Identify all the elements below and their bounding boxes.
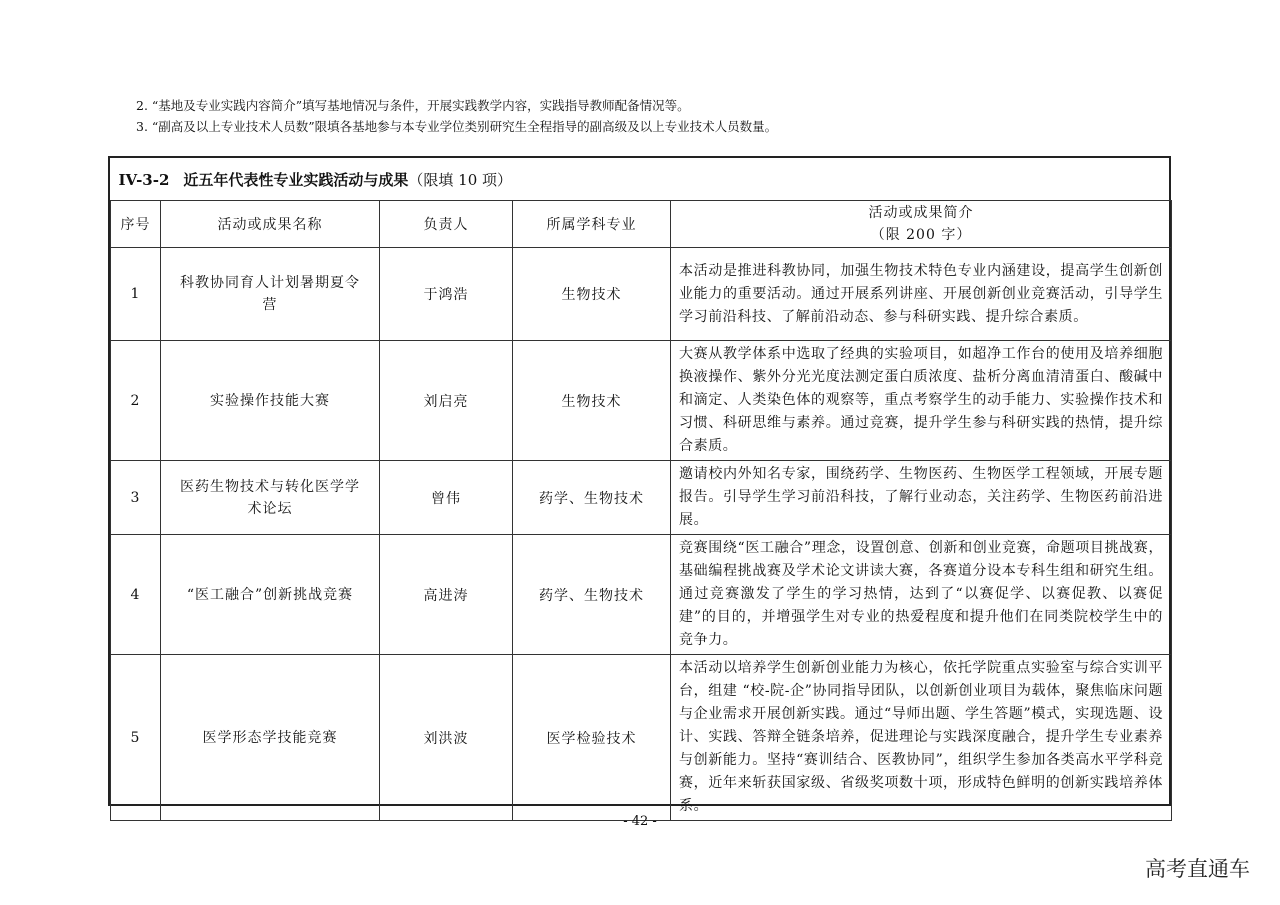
row-name: 科教协同育人计划暑期夏令营 xyxy=(161,248,380,341)
table-row xyxy=(111,535,1172,655)
table-row xyxy=(111,341,1172,461)
row-discipline: 药学、生物技术 xyxy=(513,535,671,655)
note-line-2: 2. “基地及专业实践内容简介”填写基地情况与条件，开展实践教学内容，实践指导教师配备情况等。 xyxy=(136,98,690,113)
header-description xyxy=(671,201,1172,248)
row-leader: 刘洪波 xyxy=(380,655,513,821)
row-seq: 1 xyxy=(111,248,161,341)
row-discipline: 生物技术 xyxy=(513,248,671,341)
section-code: IV-3-2 xyxy=(118,170,170,189)
row-discipline: 药学、生物技术 xyxy=(513,461,671,535)
row-leader: 于鸿浩 xyxy=(380,248,513,341)
row-name: 医药生物技术与转化医学学术论坛 xyxy=(161,461,380,535)
table-row xyxy=(111,655,1172,821)
table-row xyxy=(111,461,1172,535)
header-description-limit: （限 200 字） xyxy=(870,227,972,243)
header-discipline: 所属学科专业 xyxy=(513,201,671,248)
header-seq: 序号 xyxy=(111,201,161,248)
row-description: 邀请校内外知名专家，围绕药学、生物医药、生物医学工程领域，开展专题报告。引导学生学习前沿科技，了解行业动态，关注药学、生物医药前沿进展。 xyxy=(671,461,1172,535)
activity-table xyxy=(110,158,1172,821)
row-description: 本活动以培养学生创新创业能力为核心，依托学院重点实验室与综合实训平台，组建 “校-院-企”协同指导团队，以创新创业项目为载体，聚焦临床问题与企业需求开展创新实践。通过“导师出题、学生答题”模式，实现选题、设计、实践、答辩全链条培养，促进理论与实践深度融合，提升学生专业素养与创新能力。坚持“赛训结合、医教协同”，组织学生参加各类高水平学科竞赛，近年来斩获国家级、省级奖项数十项，形成特色鲜明的创新实践培养体系。 xyxy=(671,655,1172,821)
row-description: 竞赛围绕“医工融合”理念，设置创意、创新和创业竞赛，命题项目挑战赛，基础编程挑战赛及学术论文讲读大赛，各赛道分设本专科生组和研究生组。通过竞赛激发了学生的学习热情，达到了“以赛促学、以赛促教、以赛促建”的目的，并增强学生对专业的热爱程度和提升他们在同类院校学生中的竞争力。 xyxy=(671,535,1172,655)
activity-table-frame xyxy=(108,156,1171,814)
row-discipline: 生物技术 xyxy=(513,341,671,461)
row-description: 本活动是推进科教协同，加强生物技术特色专业内涵建设，提高学生创新创业能力的重要活动。通过开展系列讲座、开展创新创业竞赛活动，引导学生学习前沿科技、了解前沿动态、参与科研实践、提升综合素质。 xyxy=(671,248,1172,341)
header-name: 活动或成果名称 xyxy=(161,201,380,248)
header-leader: 负责人 xyxy=(380,201,513,248)
row-seq: 3 xyxy=(111,461,161,535)
table-row xyxy=(111,248,1172,341)
row-name: 医学形态学技能竞赛 xyxy=(161,655,380,821)
section-title: 近五年代表性专业实践活动与成果 xyxy=(183,170,409,189)
row-seq: 2 xyxy=(111,341,161,461)
note-line-3: 3. “副高及以上专业技术人员数”限填各基地参与本专业学位类别研究生全程指导的副高级及以上专业技术人员数量。 xyxy=(136,119,778,134)
row-leader: 曾伟 xyxy=(380,461,513,535)
row-name: 实验操作技能大赛 xyxy=(161,341,380,461)
row-seq: 4 xyxy=(111,535,161,655)
section-title-row xyxy=(111,158,1172,201)
row-description: 大赛从教学体系中选取了经典的实验项目，如超净工作台的使用及培养细胞换液操作、紫外分光光度法测定蛋白质浓度、盐析分离血清清蛋白、酸碱中和滴定、人类染色体的观察等，重点考察学生的动手能力、实验操作技术和习惯、科研思维与素养。通过竞赛，提升学生参与科研实践的热情，提升综合素质。 xyxy=(671,341,1172,461)
header-row xyxy=(111,201,1172,248)
watermark-text: 高考直通车 xyxy=(1145,857,1250,881)
header-description-title: 活动或成果简介 xyxy=(868,205,974,221)
page-number: - 42 - xyxy=(623,814,657,829)
row-leader: 高进涛 xyxy=(380,535,513,655)
row-name: “医工融合”创新挑战竞赛 xyxy=(161,535,380,655)
row-seq: 5 xyxy=(111,655,161,821)
section-limit: （限填 10 项） xyxy=(408,170,513,189)
row-leader: 刘启亮 xyxy=(380,341,513,461)
section-title-cell xyxy=(111,158,1172,201)
row-discipline: 医学检验技术 xyxy=(513,655,671,821)
notes xyxy=(136,95,777,137)
